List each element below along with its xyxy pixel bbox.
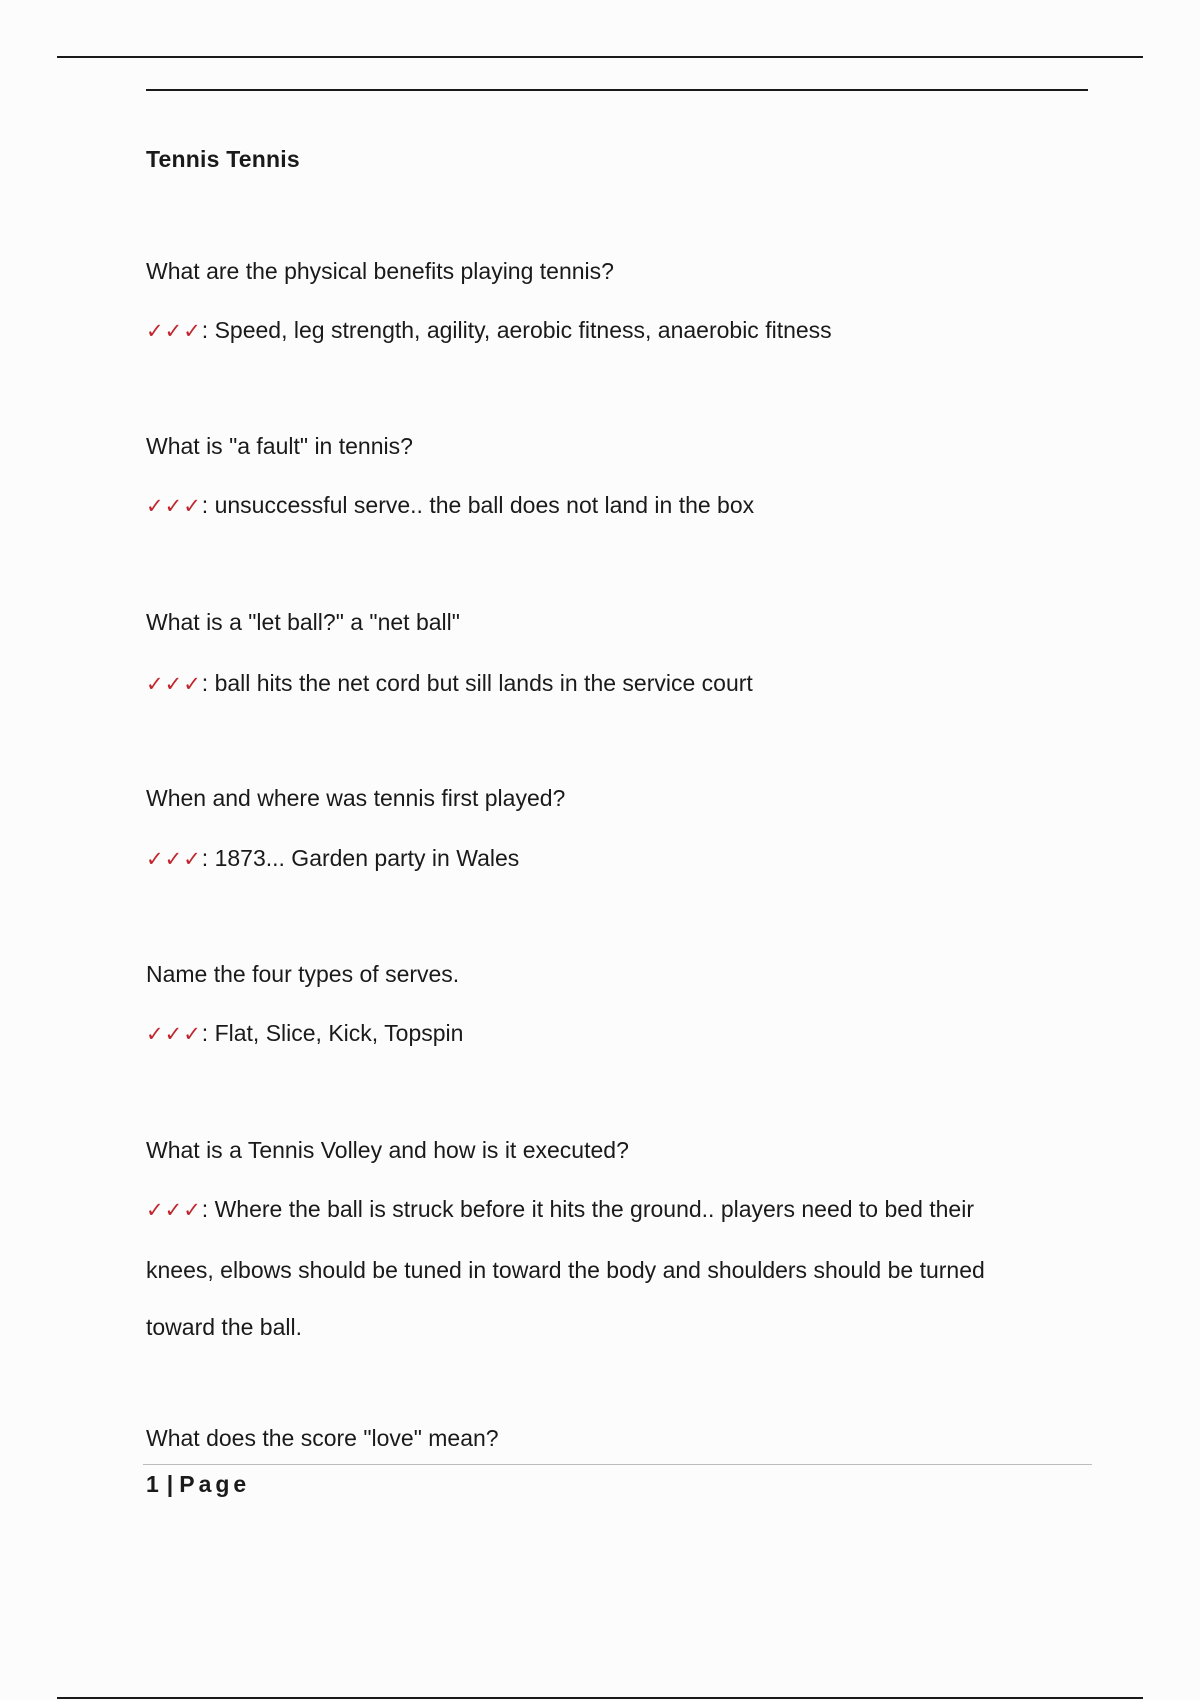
answer-4 bbox=[146, 844, 519, 874]
check-marks-icon: ✓✓✓ bbox=[146, 673, 202, 696]
question-6: What is a Tennis Volley and how is it executed? bbox=[146, 1137, 629, 1163]
page-separator: | bbox=[166, 1471, 174, 1497]
answer-1-text: : Speed, leg strength, agility, aerobic fitness, anaerobic fitness bbox=[201, 317, 832, 343]
answer-5 bbox=[146, 1019, 463, 1049]
answer-2-text: : unsuccessful serve.. the ball does not land in the box bbox=[201, 492, 755, 518]
question-5: Name the four types of serves. bbox=[146, 961, 460, 987]
top-inner-rule bbox=[146, 89, 1088, 91]
check-marks-icon: ✓✓✓ bbox=[146, 848, 202, 871]
answer-5-text: : Flat, Slice, Kick, Topspin bbox=[201, 1020, 464, 1046]
question-1: What are the physical benefits playing tennis? bbox=[146, 258, 614, 284]
top-outer-rule bbox=[57, 56, 1143, 58]
page-footer bbox=[146, 1471, 250, 1498]
question-7: What does the score "love" mean? bbox=[146, 1425, 499, 1451]
answer-2 bbox=[146, 491, 754, 521]
document-title: Tennis Tennis bbox=[146, 146, 300, 172]
answer-3 bbox=[146, 669, 753, 699]
answer-1 bbox=[146, 316, 832, 346]
question-2: What is "a fault" in tennis? bbox=[146, 433, 413, 459]
answer-3-text: : ball hits the net cord but sill lands in the service court bbox=[201, 670, 753, 696]
check-marks-icon: ✓✓✓ bbox=[146, 320, 202, 343]
page-word: Page bbox=[179, 1471, 251, 1497]
question-3: What is a "let ball?" a "net ball" bbox=[146, 609, 460, 635]
bottom-outer-rule bbox=[57, 1697, 1143, 1699]
answer-4-text: : 1873... Garden party in Wales bbox=[201, 845, 520, 871]
check-marks-icon: ✓✓✓ bbox=[146, 1023, 202, 1046]
footer-rule bbox=[143, 1464, 1092, 1465]
check-marks-icon: ✓✓✓ bbox=[146, 1199, 202, 1222]
page-number: 1 bbox=[146, 1471, 159, 1497]
question-4: When and where was tennis first played? bbox=[146, 785, 566, 811]
answer-6 bbox=[146, 1195, 974, 1225]
check-marks-icon: ✓✓✓ bbox=[146, 495, 202, 518]
answer-6-line-3: toward the ball. bbox=[146, 1314, 302, 1340]
answer-6-line-2: knees, elbows should be tuned in toward the body and shoulders should be turned bbox=[146, 1257, 985, 1283]
answer-6-line-1: : Where the ball is struck before it hits the ground.. players need to bed their bbox=[201, 1196, 974, 1222]
